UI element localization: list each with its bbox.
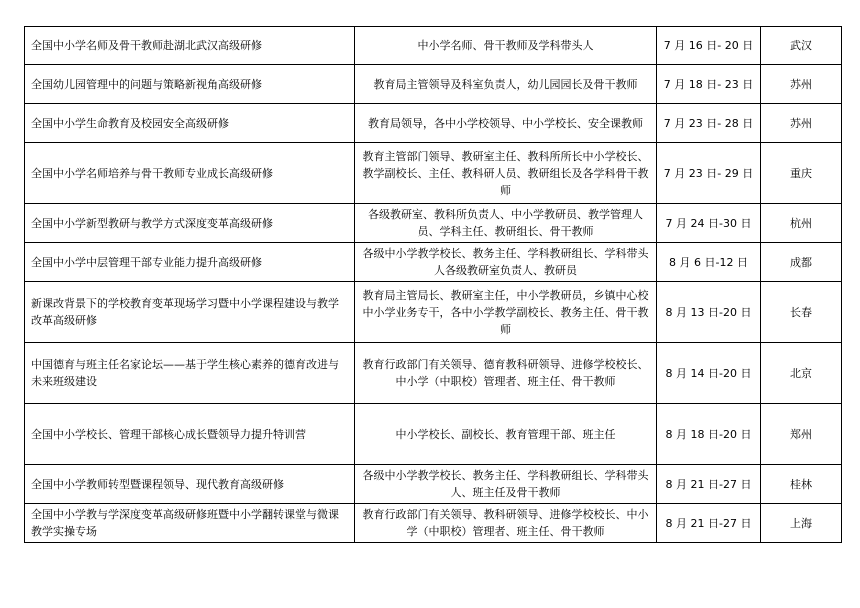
program-name: 全国幼儿园管理中的问题与策略新视角高级研修 <box>25 65 355 104</box>
target-audience: 教育行政部门有关领导、教科研领导、进修学校校长、中小学（中职校）管理者、班主任、骨干教师 <box>355 504 657 543</box>
target-audience: 教育局主管领导及科室负责人，幼儿园园长及骨干教师 <box>355 65 657 104</box>
program-name: 全国中小学名师培养与骨干教师专业成长高级研修 <box>25 143 355 204</box>
target-audience: 教育局领导，各中小学校领导、中小学校长、安全课教师 <box>355 104 657 143</box>
table-row <box>25 282 842 343</box>
program-city: 桂林 <box>761 465 842 504</box>
program-city: 上海 <box>761 504 842 543</box>
program-city: 长春 <box>761 282 842 343</box>
program-city: 武汉 <box>761 27 842 65</box>
program-name: 新课改背景下的学校教育变革现场学习暨中小学课程建设与教学改革高级研修 <box>25 282 355 343</box>
program-name: 全国中小学教师转型暨课程领导、现代教育高级研修 <box>25 465 355 504</box>
target-audience: 中小学校长、副校长、教育管理干部、班主任 <box>355 404 657 465</box>
program-city: 苏州 <box>761 104 842 143</box>
program-dates: 8 月 13 日-20 日 <box>657 282 761 343</box>
program-dates: 7 月 18 日- 23 日 <box>657 65 761 104</box>
program-dates: 8 月 18 日-20 日 <box>657 404 761 465</box>
program-dates: 8 月 21 日-27 日 <box>657 504 761 543</box>
program-city: 重庆 <box>761 143 842 204</box>
target-audience: 各级中小学教学校长、教务主任、学科教研组长、学科带头人各级教研室负责人、教研员 <box>355 243 657 282</box>
table-row <box>25 465 842 504</box>
program-name: 全国中小学名师及骨干教师赴湖北武汉高级研修 <box>25 27 355 65</box>
program-name: 全国中小学校长、管理干部核心成长暨领导力提升特训营 <box>25 404 355 465</box>
target-audience: 教育行政部门有关领导、德育教科研领导、进修学校校长、中小学（中职校）管理者、班主任、骨干教师 <box>355 343 657 404</box>
program-dates: 8 月 6 日-12 日 <box>657 243 761 282</box>
target-audience: 中小学名师、骨干教师及学科带头人 <box>355 27 657 65</box>
program-name: 全国中小学生命教育及校园安全高级研修 <box>25 104 355 143</box>
program-dates: 8 月 21 日-27 日 <box>657 465 761 504</box>
program-name: 全国中小学中层管理干部专业能力提升高级研修 <box>25 243 355 282</box>
target-audience: 各级教研室、教科所负责人、中小学教研员、教学管理人员、学科主任、教研组长、骨干教师 <box>355 204 657 243</box>
program-city: 郑州 <box>761 404 842 465</box>
target-audience: 各级中小学教学校长、教务主任、学科教研组长、学科带头人、班主任及骨干教师 <box>355 465 657 504</box>
training-schedule-table <box>24 26 842 543</box>
program-city: 成都 <box>761 243 842 282</box>
table-row <box>25 65 842 104</box>
program-dates: 7 月 23 日- 28 日 <box>657 104 761 143</box>
program-name: 中国德育与班主任名家论坛——基于学生核心素养的德育改进与未来班级建设 <box>25 343 355 404</box>
program-dates: 7 月 16 日- 20 日 <box>657 27 761 65</box>
table-row <box>25 243 842 282</box>
table-row <box>25 104 842 143</box>
table-row <box>25 504 842 543</box>
table-row <box>25 404 842 465</box>
program-city: 杭州 <box>761 204 842 243</box>
table-row <box>25 27 842 65</box>
target-audience: 教育局主管局长、教研室主任，中小学教研员，乡镇中心校中小学业务专干，各中小学教学副校长、教务主任、骨干教师 <box>355 282 657 343</box>
program-dates: 7 月 24 日-30 日 <box>657 204 761 243</box>
table-row <box>25 343 842 404</box>
program-dates: 8 月 14 日-20 日 <box>657 343 761 404</box>
table-row <box>25 143 842 204</box>
target-audience: 教育主管部门领导、教研室主任、教科所所长中小学校长、教学副校长、主任、教科研人员、教研组长及各学科骨干教师 <box>355 143 657 204</box>
program-name: 全国中小学教与学深度变革高级研修班暨中小学翻转课堂与微课教学实操专场 <box>25 504 355 543</box>
table-row <box>25 204 842 243</box>
program-city: 苏州 <box>761 65 842 104</box>
program-name: 全国中小学新型教研与教学方式深度变革高级研修 <box>25 204 355 243</box>
program-city: 北京 <box>761 343 842 404</box>
program-dates: 7 月 23 日- 29 日 <box>657 143 761 204</box>
